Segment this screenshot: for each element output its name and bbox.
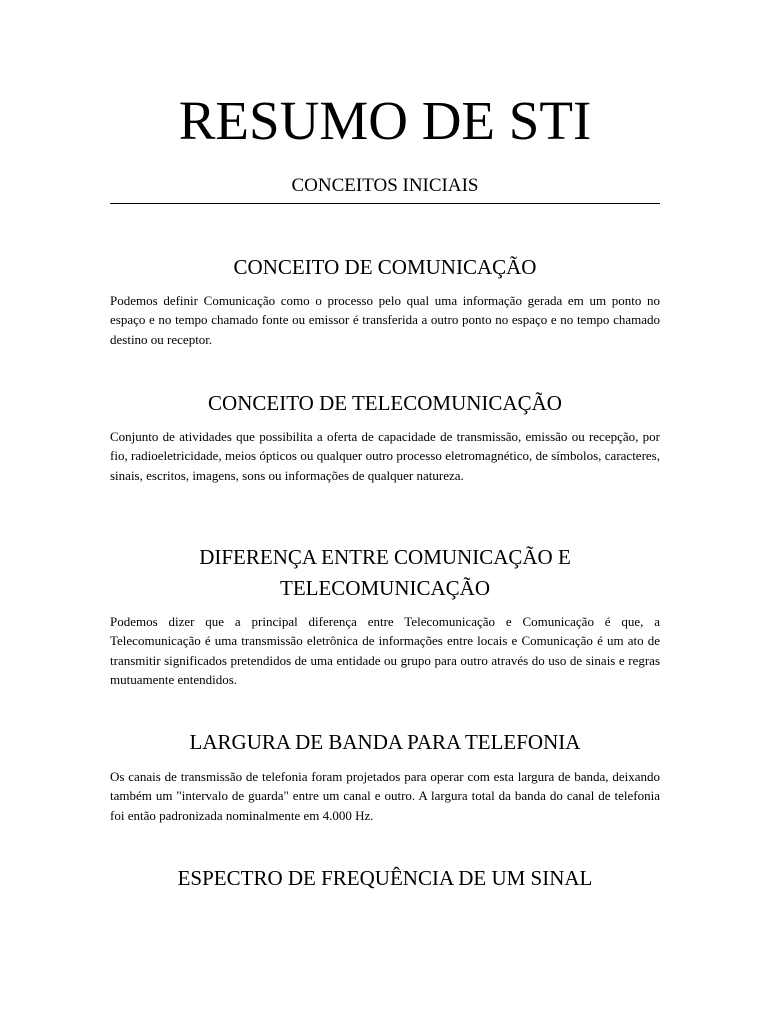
section-heading-espectro: ESPECTRO DE FREQUÊNCIA DE UM SINAL bbox=[177, 866, 593, 890]
title-divider bbox=[110, 203, 660, 204]
section-heading-telecomunicacao: CONCEITO DE TELECOMUNICAÇÃO bbox=[208, 391, 562, 415]
section-body-diferenca: Podemos dizer que a principal diferença entre Telecomunicação e Comunicação é que, a Telecomunicação é uma transmissão eletrônica de informações entre locais e Comunicação é um ato de transmitir significados pretendidos de uma entidade ou grupo para outro através do uso de sinais e regras mutuamente entendidos. bbox=[110, 614, 660, 688]
section-heading-diferenca: DIFERENÇA ENTRE COMUNICAÇÃO E TELECOMUNICAÇÃO bbox=[199, 545, 571, 600]
section-body-telecomunicacao: Conjunto de atividades que possibilita a oferta de capacidade de transmissão, emissão ou recepção, por fio, radioeletricidade, meios ópticos ou qualquer outro processo eletromagnético, de símbolos, caracteres, sinais, escritos, imagens, sons ou informações de qualquer natureza. bbox=[110, 429, 660, 483]
section-heading-largura-banda: LARGURA DE BANDA PARA TELEFONIA bbox=[189, 730, 581, 754]
section-body-comunicacao: Podemos definir Comunicação como o processo pelo qual uma informação gerada em um ponto no espaço e no tempo chamado fonte ou emissor é transferida a outro ponto no espaço e no tempo chamado destino ou receptor. bbox=[110, 293, 660, 347]
section-body-largura-banda: Os canais de transmissão de telefonia foram projetados para operar com esta largura de banda, deixando também um "intervalo de guarda" entre um canal e outro. A largura total da banda do canal de telefonia foi então padronizada nominalmente em 4.000 Hz. bbox=[110, 769, 660, 823]
document-title: RESUMO DE STI bbox=[178, 90, 592, 151]
section-heading-comunicacao: CONCEITO DE COMUNICAÇÃO bbox=[233, 255, 537, 279]
document-subtitle: CONCEITOS INICIAIS bbox=[291, 175, 479, 196]
